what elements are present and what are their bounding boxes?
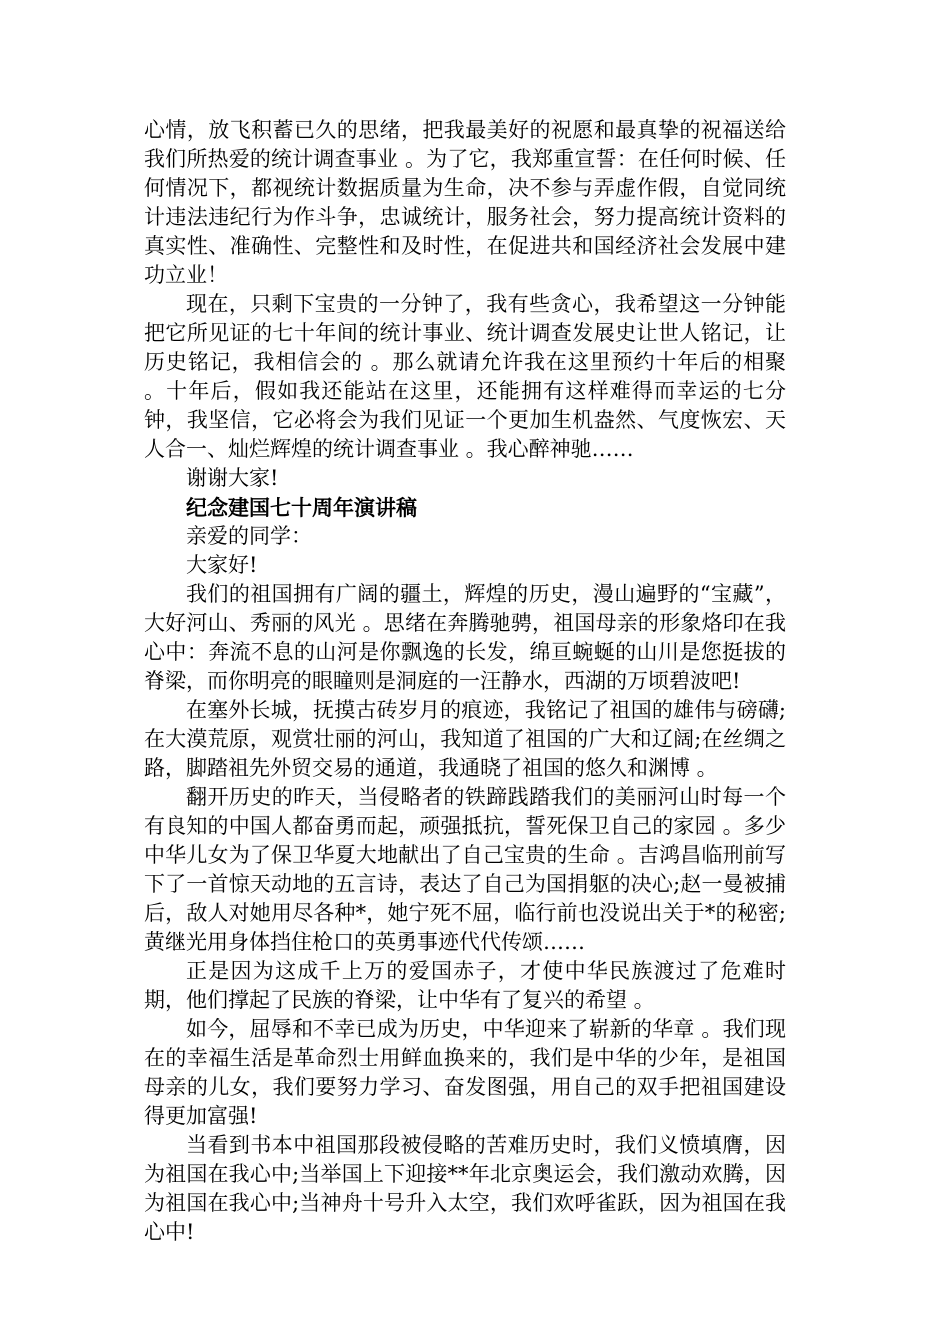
greeting: 大家好! <box>186 553 258 577</box>
paragraph: 在塞外长城，抚摸古砖岁月的痕迹，我铭记了祖国的雄伟与磅礴;在大漠荒原，观赏壮丽的河山，我知道了祖国的广大和辽阔;在丝绸之路，脚踏祖先外贸交易的通道，我通晓了祖国的悠久和渊博 。 <box>144 698 786 780</box>
salutation: 亲爱的同学： <box>186 524 312 548</box>
paragraph: 正是因为这成千上万的爱国赤子，才使中华民族渡过了危难时期，他们撑起了民族的脊梁，让中华有了复兴的希望 。 <box>144 959 786 1012</box>
paragraph: 翻开历史的昨天，当侵略者的铁蹄践踏我们的美丽河山时每一个有良知的中国人都奋勇而起，顽强抵抗，誓死保卫自己的家园 。多少中华儿女为了保卫华夏大地献出了自己宝贵的生命 。吉鸿昌临刑前写下了一首惊天动地的五言诗，表达了自己为国捐躯的决心;赵一曼被捕后，敌人对她用尽各种*，她宁死不屈，临行前也没说出关于*的秘密;黄继光用身体挡住枪口的英勇事迹代代传颂…… <box>144 785 786 954</box>
document-page <box>144 116 786 1247</box>
paragraph: 我们的祖国拥有广阔的疆土，辉煌的历史，漫山遍野的“宝藏”，大好河山、秀丽的风光 。思绪在奔腾驰骋，祖国母亲的形象烙印在我心中：奔流不息的山河是你飘逸的长发，绵亘蜿蜒的山川是您挺拔的脊梁，而你明亮的眼瞳则是洞庭的一汪静水，西湖的万顷碧波吧! <box>144 582 786 693</box>
paragraph: 当看到书本中祖国那段被侵略的苦难历史时，我们义愤填膺，因为祖国在我心中;当举国上下迎接**年北京奥运会，我们激动欢腾，因为祖国在我心中;当神舟十号升入太空，我们欢呼雀跃，因为祖国在我心中! <box>144 1133 786 1244</box>
paragraph-continued: 心情，放飞积蓄已久的思绪，把我最美好的祝愿和最真挚的祝福送给我们所热爱的统计调查事业 。为了它，我郑重宣誓：在任何时候、任何情况下，都视统计数据质量为生命，决不参与弄虚作假，自觉同统计违法违纪行为作斗争，忠诚统计，服务社会，努力提高统计资料的真实性、准确性、完整性和及时性，在促进共和国经济社会发展中建功立业！ <box>144 118 786 287</box>
paragraph: 如今，屈辱和不幸已成为历史，中华迎来了崭新的华章 。我们现在的幸福生活是革命烈士用鲜血换来的，我们是中华的少年，是祖国母亲的儿女，我们要努力学习、奋发图强，用自己的双手把祖国建设得更加富强! <box>144 1017 786 1128</box>
paragraph-thanks: 谢谢大家! <box>186 466 279 490</box>
paragraph: 现在，只剩下宝贵的一分钟了，我有些贪心，我希望这一分钟能把它所见证的七十年间的统计事业、统计调查发展史让世人铭记，让历史铭记，我相信会的 。那么就请允许我在这里预约十年后的相聚 。十年后，假如我还能站在这里，还能拥有这样难得而幸运的七分钟，我坚信，它必将会为我们见证一个更加生机盎然、气度恢宏、天人合一、灿烂辉煌的统计调查事业 。我心醉神驰…… <box>144 292 786 461</box>
speech-title: 纪念建国七十周年演讲稿 <box>186 495 417 520</box>
